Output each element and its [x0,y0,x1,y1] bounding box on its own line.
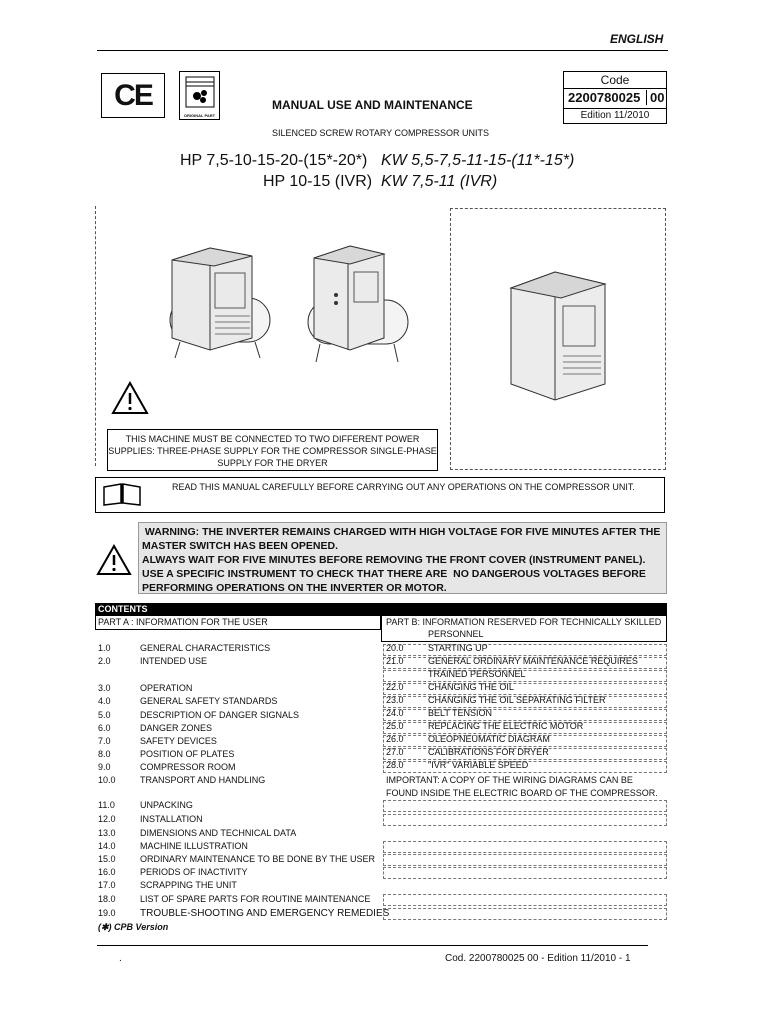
book-icon [100,481,144,507]
inverter-warning [138,522,667,594]
toc-item-number: 4.0 [98,696,111,706]
toc-item-number: 9.0 [98,762,111,772]
compressor-tank-illustration-1 [160,238,280,378]
warning-triangle-icon [110,380,150,416]
toc-item-title: INSTALLATION [140,814,203,824]
toc-item-title: GENERAL ORDINARY MAINTENANCE REQUIRES [428,656,638,666]
toc-item-number: 23.0 [386,695,404,705]
part-b-header-1: PART B: INFORMATION RESERVED FOR TECHNICALLY SKILLED [386,617,662,627]
code-number-row [564,89,666,109]
toc-item-number: 18.0 [98,894,116,904]
part-b-header-2: PERSONNEL [428,629,484,639]
toc-item-number: 11.0 [98,800,115,810]
toc-row-box [383,644,667,656]
important-note-1: IMPORTANT: A COPY OF THE WIRING DIAGRAMS CAN BE [386,775,633,785]
toc-item-number: 5.0 [98,710,111,720]
inverter-warning-line: USE A SPECIFIC INSTRUMENT TO CHECK THAT THERE ARE NO DANGEROUS VOLTAGES BEFORE [142,568,646,580]
toc-item-title: DIMENSIONS AND TECHNICAL DATA [140,828,297,838]
page-title: MANUAL USE AND MAINTENANCE [272,98,473,112]
original-part-label: ORIGINAL PART [183,113,216,118]
empty-row-box [383,841,667,853]
toc-item-number: 19.0 [98,908,116,918]
toc-item-number: 17.0 [98,880,116,890]
compressor-tank-illustration-2 [300,240,418,380]
toc-item-number: 1.0 [98,643,111,653]
toc-item-number: 8.0 [98,749,111,759]
footnote: (✱) CPB Version [98,922,169,932]
toc-item-number: 25.0 [386,721,404,731]
code-box [563,71,667,124]
empty-row-box [383,867,667,879]
toc-item-title: PERIODS OF INACTIVITY [140,867,248,877]
language-label: ENGLISH [610,32,664,46]
part-a-header: PART A : INFORMATION FOR THE USER [98,617,268,627]
toc-item-title: COMPRESSOR ROOM [140,762,236,772]
toc-item-title: BELT TENSION [428,708,493,718]
code-title: Code [564,73,666,89]
toc-item-title: CALIBRATIONS FOR DRYER [428,747,549,757]
toc-item-title: GENERAL CHARACTERISTICS [140,643,271,653]
inverter-warning-line: WARNING: THE INVERTER REMAINS CHARGED WITH HIGH VOLTAGE FOR FIVE MINUTES AFTER THE [142,526,661,538]
toc-item-title: INTENDED USE [140,656,208,666]
toc-item-title: "IVR" VARIABLE SPEED [428,760,529,770]
empty-row-box [383,800,667,812]
compressor-floor-illustration [505,262,615,402]
contents-header: CONTENTS [95,603,667,615]
toc-item-title: OPERATION [140,683,193,693]
original-part-logo [179,71,220,120]
footer-dot: . [119,953,122,964]
toc-item-title: STARTING UP [428,643,488,653]
toc-item-title: CHANGING THE OIL [428,682,514,692]
toc-item-number: 24.0 [386,708,404,718]
toc-item-title: TRAINED PERSONNEL [428,669,526,679]
toc-item-number: 12.0 [98,814,116,824]
toc-item-title: TRANSPORT AND HANDLING [140,775,266,785]
empty-row-box [383,908,667,920]
inverter-warning-line: MASTER SWITCH HAS BEEN OPENED. [142,540,339,552]
toc-item-number: 28.0 [386,760,404,770]
toc-item-title: REPLACING THE ELECTRIC MOTOR [428,721,584,731]
model-hp-line-1: HP 7,5-10-15-20-(15*-20*) [180,152,368,169]
model-kw-line-1: KW 5,5-7,5-11-15-(11*-15*) [381,152,575,169]
inverter-warning-line: ALWAYS WAIT FOR FIVE MINUTES BEFORE REMOVING THE FRONT COVER (INSTRUMENT PANEL). [142,554,646,566]
toc-row-box [383,683,667,695]
toc-item-number: 10.0 [98,775,116,785]
toc-item-number: 26.0 [386,734,404,744]
header-rule [97,50,668,51]
toc-item-number: 6.0 [98,723,111,733]
edition: Edition 11/2010 [580,110,650,121]
toc-item-title: DESCRIPTION OF DANGER SIGNALS [140,710,300,720]
toc-item-title: DANGER ZONES [140,723,213,733]
toc-item-number: 16.0 [98,867,116,877]
toc-item-number: 7.0 [98,736,111,746]
read-manual-text: READ THIS MANUAL CAREFULLY BEFORE CARRYING OUT ANY OPERATIONS ON THE COMPRESSOR UNIT. [172,482,635,492]
model-hp-line-2: HP 10-15 (IVR) [263,173,373,190]
page-footer: Cod. 2200780025 00 - Edition 11/2010 - 1 [445,953,631,964]
empty-row-box [383,814,667,826]
toc-item-number: 21.0 [386,656,404,666]
code-number: 2200780025 [568,90,641,105]
toc-item-number: 27.0 [386,747,404,757]
toc-row-box [383,709,667,721]
toc-item-number: 2.0 [98,656,111,666]
toc-item-title: CHANGING THE OIL SEPARATING FILTER [428,695,606,705]
toc-item-title: OLEOPNEUMATIC DIAGRAM [428,734,550,744]
model-kw-line-2: KW 7,5-11 (IVR) [381,173,498,190]
toc-item-title: TROUBLE-SHOOTING AND EMERGENCY REMEDIES [140,908,390,919]
toc-item-number: 14.0 [98,841,116,851]
inverter-warning-icon [95,543,133,577]
important-note-2: FOUND INSIDE THE ELECTRIC BOARD OF THE COMPRESSOR. [386,788,658,798]
footer-rule [97,945,648,946]
toc-item-title: POSITION OF PLATES [140,749,235,759]
ce-mark: CE [101,73,165,118]
left-frame-edge [95,206,97,466]
toc-item-number: 3.0 [98,683,111,693]
toc-item-number: 13.0 [98,828,116,838]
empty-row-box [383,854,667,866]
inverter-warning-line: PERFORMING OPERATIONS ON THE INVERTER OR MOTOR. [142,582,447,594]
toc-item-title: ORDINARY MAINTENANCE TO BE DONE BY THE USER [140,854,376,864]
toc-item-number: 20.0 [386,643,404,653]
toc-item-title: GENERAL SAFETY STANDARDS [140,696,278,706]
toc-item-title: SAFETY DEVICES [140,736,217,746]
toc-item-title: SCRAPPING THE UNIT [140,880,237,890]
empty-row-box [383,894,667,906]
toc-item-title: MACHINE ILLUSTRATION [140,841,248,851]
power-supply-warning: THIS MACHINE MUST BE CONNECTED TO TWO DIFFERENT POWER SUPPLIES: THREE-PHASE SUPPLY FOR THE COMPRESSOR SINGLE-PHASE SUPPLY FOR THE DRYER [107,429,438,471]
code-rev: 00 [646,90,664,105]
page-subtitle: SILENCED SCREW ROTARY COMPRESSOR UNITS [272,128,490,138]
toc-item-title: UNPACKING [140,800,193,810]
toc-item-title: LIST OF SPARE PARTS FOR ROUTINE MAINTENANCE [140,894,371,904]
toc-item-number: 15.0 [98,854,116,864]
toc-item-number: 22.0 [386,682,404,692]
